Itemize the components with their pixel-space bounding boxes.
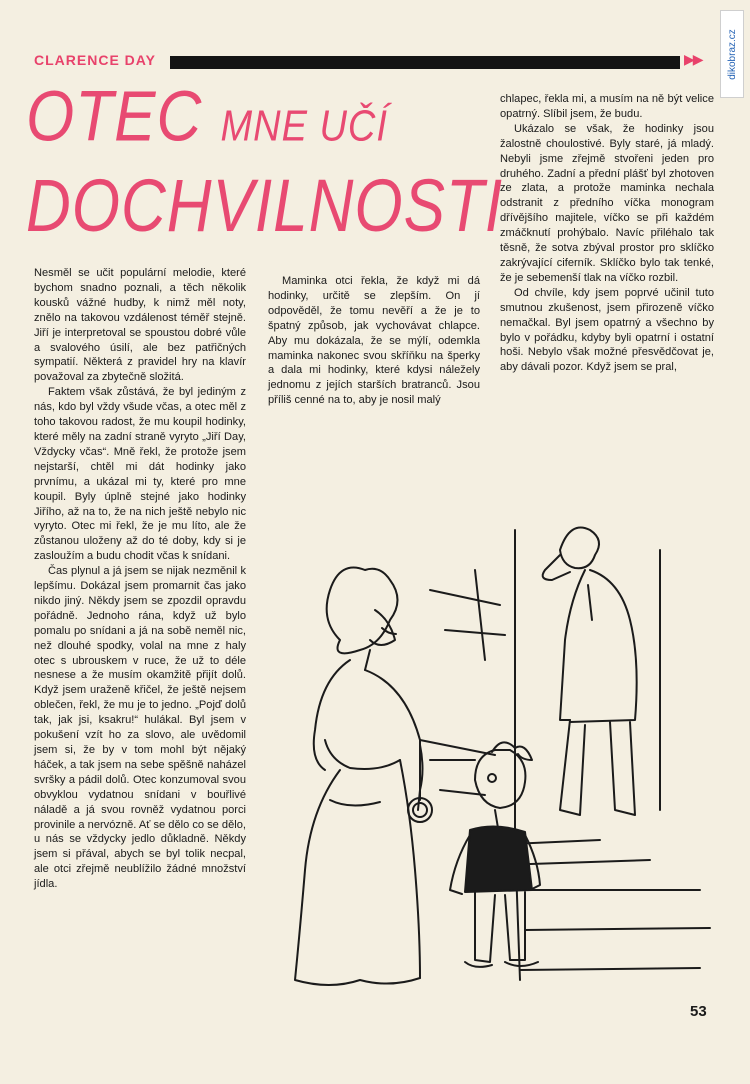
text-column-1 bbox=[34, 266, 246, 892]
cartoon-illustration bbox=[270, 510, 730, 1000]
paragraph: Od chvíle, kdy jsem poprvé učinil tuto smutnou zkušenost, jsem přirozeně víčko nemačkal. Byl jsem opatrný a všechno by bylo v pořádku, kdyby byli opatrní i ostatní hoši. Nebylo však možné přesvědčovat je, aby dávali pozor. Když jsem se pral, bbox=[500, 286, 714, 374]
header-arrows: ▶▶ bbox=[684, 51, 702, 67]
header-bar bbox=[170, 56, 680, 69]
title-line-2: DOCHVILNOSTI bbox=[26, 165, 504, 248]
text-column-2 bbox=[268, 274, 480, 408]
father-figure bbox=[543, 528, 637, 816]
paragraph: chlapec, řekla mi, a musím na ně být velice opatrný. Slíbil jsem, že budu. bbox=[500, 93, 714, 120]
text-column-3 bbox=[500, 92, 714, 375]
boy-figure bbox=[450, 742, 540, 967]
paragraph: Faktem však zůstává, že byl jediným z nás, kdo byl vždy všude včas, a otec měl z toho takovou radost, že mu koupil hodinky, které měly na zadní straně vyryto „Jiří Day, Vždycky včas“. Mně řekl, že protože jsem nejstarší, chtěl mi dát hodinky jako prvnímu, a ukázal mi ty, které pro mne koupil. Byly úplně stejné jako hodinky Jiřího, až na to, že na nich ještě nebylo nic vyryto. Otec mi řekl, že je mu líto, ale že zůstanou uloženy až do té doby, kdy si je zasloužím a budu chodit včas k snídani. bbox=[34, 386, 246, 563]
paragraph: Čas plynul a já jsem se nijak nezměnil k lepšímu. Dokázal jsem promarnit čas jako nikdo jiný. Někdy jsem se zpozdil opravdu pořádně. Jednoho rána, když už bylo pomalu po snídani a já na sobě neměl nic, než dlouhé spodky, volal na mne z haly otec s ubrouskem v ruce, že už to déle nesnese a že musím okamžitě přijít dolů. Když jsem uraženě křičel, že ještě nejsem oblečen, řekl, že mu je to jedno. „Pojď dolů tak, jak jsi, ksakru!“ hulákal. Byl jsem v pokušení vzít ho za slovo, ale uvědomil jsem si, že by v tom mohl být nějaký háček, a tak jsem na sebe spěšně naházel svršky a pádil dolů. Otec konzumoval svou obvyklou vydatnou snídani v bouřlivé náladě a já svou rovněž vydatnou porci provinile a nervózně. Ať se dělo co se dělo, u nás se vždycky jedlo důkladně. Někdy jsem si přával, abych se byl tolik necpal, ale otci zřejmě neublížilo žádné množství jídla. bbox=[34, 565, 246, 891]
watermark-text: dikobraz.cz bbox=[726, 28, 738, 80]
watermark[interactable] bbox=[720, 10, 744, 98]
title-line-1 bbox=[26, 77, 388, 163]
paragraph: Maminka otci řekla, že když mi dá hodinky, určitě se zlepším. On jí odpověděl, že tomu nevěří a že je to špatný způsob, jak vychovávat chlapce. Aby mu dokázala, že se mýlí, odemkla maminka nakonec svou skříňku na šperky a dala mi hodinky, které kdysi náležely jednomu z jejích starších bratranců. Jsou příliš cenné na to, aby je nosil malý bbox=[268, 275, 480, 407]
page-number: 53 bbox=[690, 1003, 707, 1020]
window-frame bbox=[430, 530, 710, 980]
paragraph: Ukázalo se však, že hodinky jsou žalostně choulostivé. Byly staré, já mladý. Nebyli jsme zřejmě stvořeni jeden pro druhého. Zadní a přední plášť byl zhotoven ze zlata, a protože maminka nechala odstranit z předního víčka monogram dřívějšího majitele, víčko se při každém zmáčknutí prohýbalo. Navíc přiléhalo tak těsně, že sotva zbýval prostor pro sklíčko zakrývající ciferník. Sklíčko bylo tak tenké, že je sebemenší tlak na víčko rozbil. bbox=[500, 122, 714, 284]
author-name: CLARENCE DAY bbox=[34, 52, 156, 68]
title-word-otec: OTEC bbox=[26, 77, 203, 157]
title-word-mne-uci: MNE UČÍ bbox=[220, 102, 388, 151]
mother-figure bbox=[295, 568, 495, 986]
paragraph: Nesměl se učit populární melodie, které bychom snadno poznali, a těch několik kousků vážné hudby, k nimž měl noty, znělo na takovou vzdálenost téměř stejně. Jiří je interpretoval se spoustou dobré vůle a svalového úsilí, ale bez patřičných sympatií. Některá z pravidel hry na klavír považoval za zbytečně složitá. bbox=[34, 267, 246, 384]
